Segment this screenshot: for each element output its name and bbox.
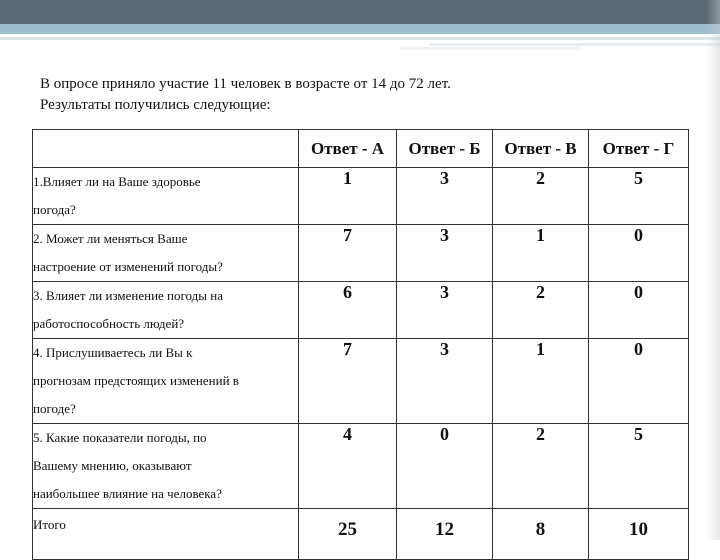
table-row: [33, 424, 689, 509]
question-cell: [33, 424, 299, 509]
answer-count: 7: [299, 225, 397, 282]
total-label: Итого: [33, 509, 299, 560]
intro-line-1: В опросе приняло участие 11 человек в возрасте от 14 до 72 лет.: [40, 76, 451, 92]
slide-stripe: [400, 47, 580, 50]
answer-count: 0: [397, 424, 493, 509]
table-header-row: [33, 130, 689, 168]
question-cell: [33, 282, 299, 339]
answer-count: 1: [493, 339, 589, 424]
slide-stripe: [430, 43, 720, 46]
header-answer-b: Ответ - Б: [397, 130, 493, 168]
survey-results-table: [32, 129, 689, 560]
answer-count: 3: [397, 168, 493, 225]
answer-count: 6: [299, 282, 397, 339]
question-text: Вашему мнению, оказывают: [33, 458, 192, 473]
answer-count: 1: [493, 225, 589, 282]
slide-accent-band: [0, 24, 720, 34]
slide-stripe: [0, 37, 720, 40]
question-text: 3. Влияет ли изменение погоды на: [33, 288, 223, 303]
answer-count: 2: [493, 168, 589, 225]
answer-count: 1: [299, 168, 397, 225]
question-text: наибольшее влияние на человека?: [33, 486, 222, 501]
question-text: 4. Прислушиваетесь ли Вы к: [33, 345, 193, 360]
question-text: 1.Влияет ли на Ваше здоровье: [33, 174, 201, 189]
table-corner-cell: [33, 130, 299, 168]
answer-count: 5: [589, 168, 689, 225]
total-count: 8: [493, 509, 589, 560]
answer-count: 7: [299, 339, 397, 424]
slide-header-band: [0, 0, 720, 24]
answer-count: 3: [397, 225, 493, 282]
total-count: 10: [589, 509, 689, 560]
answer-count: 3: [397, 282, 493, 339]
header-answer-g: Ответ - Г: [589, 130, 689, 168]
answer-count: 0: [589, 282, 689, 339]
header-answer-v: Ответ - В: [493, 130, 589, 168]
answer-count: 2: [493, 282, 589, 339]
question-text: работоспособность людей?: [33, 316, 185, 331]
question-text: 2. Может ли меняться Ваше: [33, 231, 188, 246]
question-cell: [33, 339, 299, 424]
question-cell: [33, 225, 299, 282]
answer-count: 5: [589, 424, 689, 509]
answer-count: 3: [397, 339, 493, 424]
answer-count: 0: [589, 225, 689, 282]
header-answer-a: Ответ - А: [299, 130, 397, 168]
total-row: [33, 509, 689, 560]
question-text: погода?: [33, 202, 76, 217]
question-text: настроение от изменений погоды?: [33, 259, 223, 274]
answer-count: 4: [299, 424, 397, 509]
question-text: 5. Какие показатели погоды, по: [33, 430, 207, 445]
total-count: 12: [397, 509, 493, 560]
table-row: [33, 339, 689, 424]
intro-text: [40, 74, 600, 116]
table-row: [33, 282, 689, 339]
question-text: прогнозам предстоящих изменений в: [33, 373, 239, 388]
question-text: погоде?: [33, 401, 76, 416]
total-count: 25: [299, 509, 397, 560]
intro-line-2: Результаты получились следующие:: [40, 97, 271, 113]
answer-count: 0: [589, 339, 689, 424]
slide-edge-shadow: [706, 0, 720, 540]
answer-count: 2: [493, 424, 589, 509]
table-row: [33, 225, 689, 282]
question-cell: [33, 168, 299, 225]
table-row: [33, 168, 689, 225]
